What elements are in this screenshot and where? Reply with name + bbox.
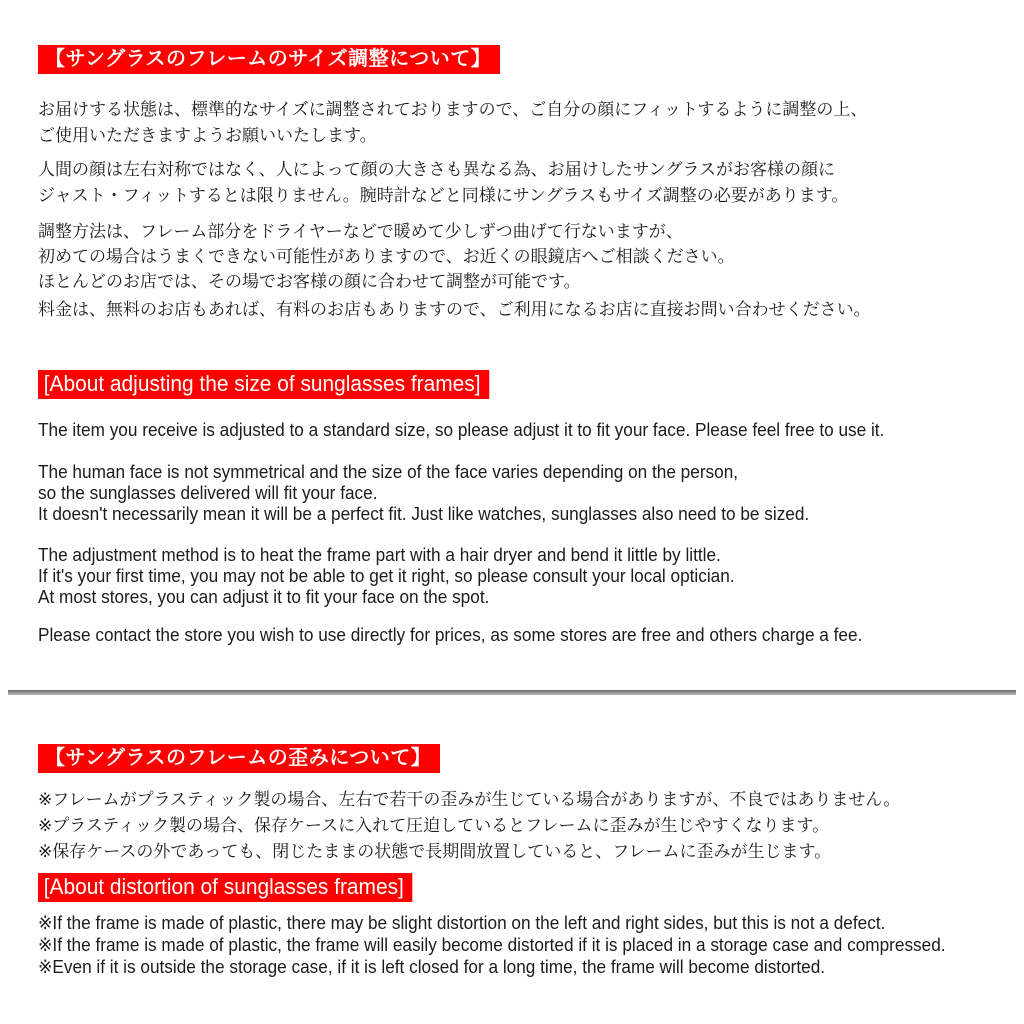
text-line: ご使用いただきますようお願いいたします。 [38, 126, 377, 145]
section-divider [8, 690, 1016, 695]
en-distortion-heading [38, 873, 412, 902]
note-line: ※If the frame is made of plastic, there may be slight distortion on the left and right sides, but this is not a defect. [38, 912, 886, 933]
ja-size-paragraph-3 [38, 219, 735, 294]
text-line: At most stores, you can adjust it to fit your face on the spot. [38, 586, 490, 607]
text-line: ほとんどのお店では、その場でお客様の顔に合わせて調整が可能です。 [38, 272, 581, 291]
note-line: ※フレームがプラスティック製の場合、左右で若干の歪みが生じている場合がありますが、不良ではありません。 [38, 790, 901, 809]
ja-size-paragraph-1 [38, 97, 867, 149]
heading-text: [About distortion of sunglasses frames] [43, 874, 404, 899]
text-line: ジャスト・フィットするとは限りません。腕時計などと同様にサングラスもサイズ調整の必要があります。 [38, 186, 849, 205]
text-line: 調整方法は、フレーム部分をドライヤーなどで暖めて少しずつ曲げて行ないますが、 [38, 222, 683, 241]
en-size-adjustment-heading [38, 370, 489, 399]
text-line: If it's your first time, you may not be able to get it right, so please consult your local optician. [38, 565, 735, 586]
text-line: The human face is not symmetrical and the size of the face varies depending on the person, [38, 461, 739, 482]
text-line: 初めての場合はうまくできない可能性がありますので、お近くの眼鏡店へご相談ください。 [38, 247, 735, 266]
text-line: The item you receive is adjusted to a standard size, so please adjust it to fit your face. Please feel free to use it. [38, 419, 885, 440]
text-line: 人間の顔は左右対称ではなく、人によって顔の大きさも異なる為、お届けしたサングラスがお客様の顔に [38, 160, 835, 179]
ja-distortion-heading [38, 744, 440, 773]
ja-size-paragraph-2 [38, 157, 848, 209]
note-line: ※Even if it is outside the storage case, if it is left closed for a long time, the frame will become distorted. [38, 956, 826, 977]
en-size-paragraph-1 [38, 419, 884, 440]
text-line: so the sunglasses delivered will fit your face. [38, 482, 378, 503]
ja-distortion-notes [38, 787, 900, 865]
text-line: 料金は、無料のお店もあれば、有料のお店もありますので、ご利用になるお店に直接お問い合わせください。 [38, 300, 871, 319]
ja-size-adjustment-heading [38, 45, 500, 74]
en-size-paragraph-4 [38, 624, 862, 645]
ja-size-paragraph-4 [38, 297, 871, 323]
heading-text: 【サングラスのフレームの歪みについて】 [45, 747, 432, 769]
en-size-paragraph-3 [38, 544, 735, 607]
text-line: Please contact the store you wish to use directly for prices, as some stores are free and others charge a fee. [38, 624, 863, 645]
text-line: お届けする状態は、標準的なサイズに調整されておりますので、ご自分の顔にフィットするように調整の上、 [38, 100, 868, 119]
note-line: ※プラスティック製の場合、保存ケースに入れて圧迫しているとフレームに歪みが生じやすくなります。 [38, 816, 830, 835]
en-size-paragraph-2 [38, 461, 809, 524]
heading-text: 【サングラスのフレームのサイズ調整について】 [45, 48, 492, 70]
heading-text: [About adjusting the size of sunglasses frames] [43, 371, 481, 396]
note-line: ※保存ケースの外であっても、閉じたままの状態で長期間放置していると、フレームに歪みが生じます。 [38, 842, 832, 861]
note-line: ※If the frame is made of plastic, the frame will easily become distorted if it is placed in a storage case and compressed. [38, 934, 946, 955]
en-distortion-notes [38, 912, 946, 978]
text-line: The adjustment method is to heat the frame part with a hair dryer and bend it little by little. [38, 544, 721, 565]
text-line: It doesn't necessarily mean it will be a perfect fit. Just like watches, sunglasses also need to be sized. [38, 503, 810, 524]
